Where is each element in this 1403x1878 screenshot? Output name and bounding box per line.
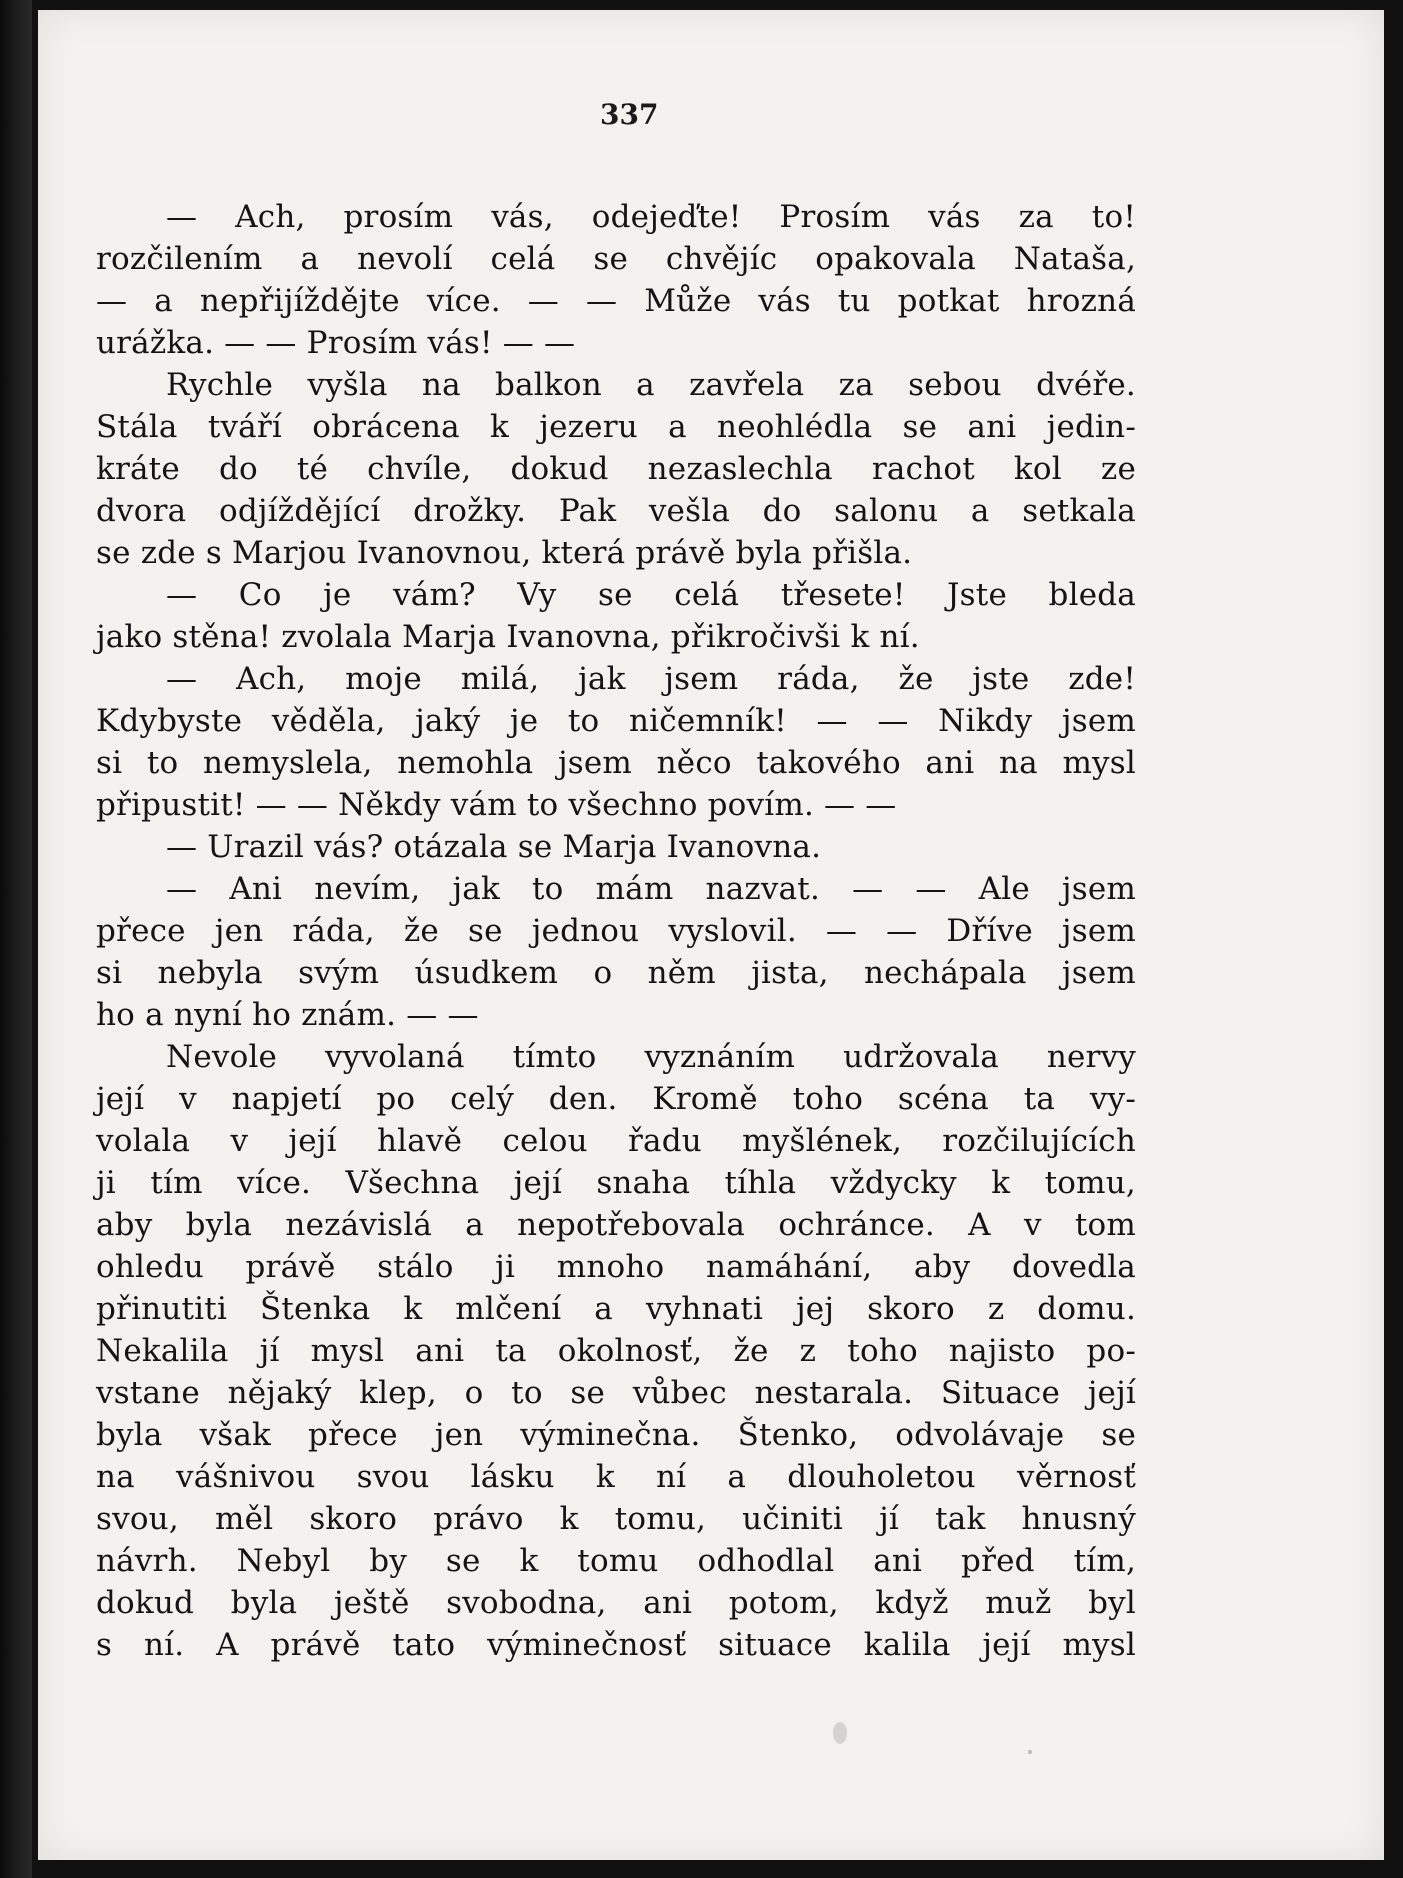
text-line: Stála tváří obrácena k jezeru a neohlédla se ani jedin- xyxy=(96,409,1136,445)
text-line: Nevole vyvolaná tímto vyznáním udržovala nervy xyxy=(166,1039,1136,1075)
text-line: — Ach, moje milá, jak jsem ráda, že jste zde! xyxy=(166,661,1136,697)
text-line: aby byla nezávislá a nepotřebovala ochránce. A v tom xyxy=(96,1207,1136,1243)
text-line: přinutiti Štenka k mlčení a vyhnati jej skoro z domu. xyxy=(96,1291,1136,1327)
text-line: ji tím více. Všechna její snaha tíhla vždycky k tomu, xyxy=(96,1165,1136,1201)
text-line: připustit! — — Někdy vám to všechno povím. — — xyxy=(96,787,897,823)
text-line: ohledu právě stálo ji mnoho namáhání, aby dovedla xyxy=(96,1249,1136,1285)
text-line: dvora odjíždějící drožky. Pak vešla do salonu a setkala xyxy=(96,493,1136,529)
text-line: si nebyla svým úsudkem o něm jista, nechápala jsem xyxy=(96,955,1136,991)
text-line: kráte do té chvíle, dokud nezaslechla rachot kol ze xyxy=(96,451,1136,487)
text-line: přece jen ráda, že se jednou vyslovil. — — Dříve jsem xyxy=(96,913,1136,949)
paper-stain xyxy=(833,1722,847,1744)
text-line: byla však přece jen výminečna. Štenko, odvolávaje se xyxy=(96,1417,1136,1453)
text-line: Rychle vyšla na balkon a zavřela za sebou dvéře. xyxy=(166,367,1136,403)
text-line: návrh. Nebyl by se k tomu odhodlal ani před tím, xyxy=(96,1543,1136,1579)
text-line: s ní. A právě tato výminečnosť situace kalila její mysl xyxy=(96,1627,1136,1663)
text-line: Kdybyste věděla, jaký je to ničemník! — — Nikdy jsem xyxy=(96,703,1136,739)
text-line: její v napjetí po celý den. Kromě toho scéna ta vy- xyxy=(96,1081,1136,1117)
text-line: vstane nějaký klep, o to se vůbec nestarala. Situace její xyxy=(96,1375,1136,1411)
text-line: na vášnivou svou lásku k ní a dlouholetou věrnosť xyxy=(96,1459,1136,1495)
body-text xyxy=(96,196,1136,1666)
text-line: volala v její hlavě celou řadu myšlének, rozčilujících xyxy=(96,1123,1136,1159)
text-line: — a nepřijíždějte více. — — Může vás tu potkat hrozná xyxy=(96,283,1136,319)
text-line: rozčilením a nevolí celá se chvějíc opakovala Nataša, xyxy=(96,241,1136,277)
text-line: — Ach, prosím vás, odejeďte! Prosím vás za to! xyxy=(166,199,1136,235)
text-line: — Co je vám? Vy se celá třesete! Jste bleda xyxy=(166,577,1136,613)
text-line: jako stěna! zvolala Marja Ivanovna, přikročivši k ní. xyxy=(96,619,920,655)
text-line: dokud byla ještě svobodna, ani potom, když muž byl xyxy=(96,1585,1136,1621)
text-line: Nekalila jí mysl ani ta okolnosť, že z toho najisto po- xyxy=(96,1333,1136,1369)
book-binding-edge xyxy=(0,0,32,1878)
text-line: ho a nyní ho znám. — — xyxy=(96,997,479,1033)
paper-speck xyxy=(1028,1750,1032,1754)
text-line: si to nemyslela, nemohla jsem něco takového ani na mysl xyxy=(96,745,1136,781)
text-line: se zde s Marjou Ivanovnou, která právě byla přišla. xyxy=(96,535,913,571)
text-line: — Ani nevím, jak to mám nazvat. — — Ale jsem xyxy=(166,871,1136,907)
page-number: 337 xyxy=(600,98,659,131)
text-line: — Urazil vás? otázala se Marja Ivanovna. xyxy=(166,829,822,865)
text-line: svou, měl skoro právo k tomu, učiniti jí tak hnusný xyxy=(96,1501,1136,1537)
text-line: urážka. — — Prosím vás! — — xyxy=(96,325,576,361)
